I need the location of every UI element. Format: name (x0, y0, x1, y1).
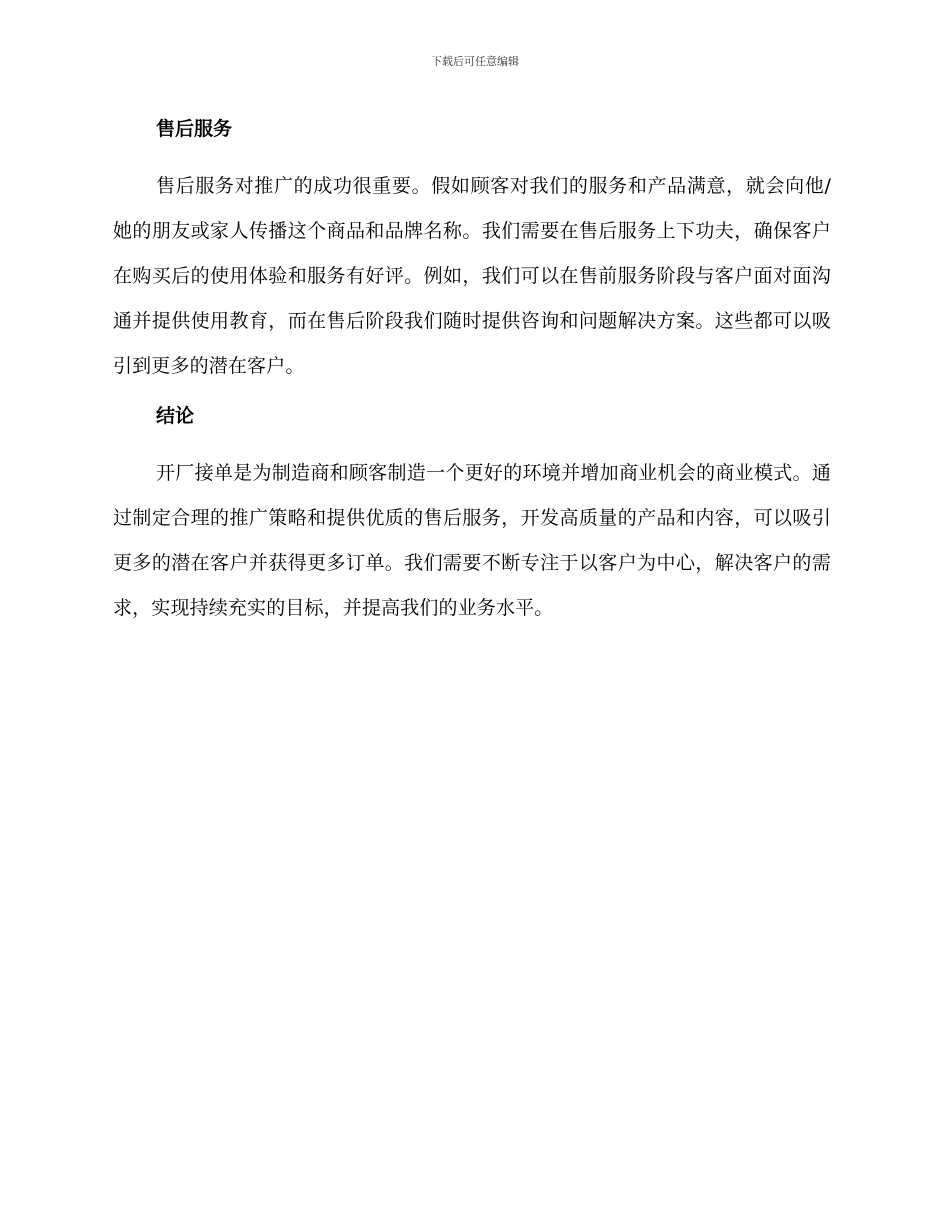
document-body (113, 112, 831, 641)
section-after-sales (113, 112, 831, 389)
section-paragraph: 售后服务对推广的成功很重要。假如顾客对我们的服务和产品满意，就会向他/她的朋友或家人传播这个商品和品牌名称。我们需要在售后服务上下功夫，确保客户在购买后的使用体验和服务有好评。例如，我们可以在售前服务阶段与客户面对面沟通并提供使用教育，而在售后阶段我们随时提供咨询和问题解决方案。这些都可以吸引到更多的潜在客户。 (113, 175, 831, 377)
section-paragraph: 开厂接单是为制造商和顾客制造一个更好的环境并增加商业机会的商业模式。通过制定合理的推广策略和提供优质的售后服务，开发高质量的产品和内容，可以吸引更多的潜在客户并获得更多订单。我们需要不断专注于以客户为中心，解决客户的需求，实现持续充实的目标，并提高我们的业务水平。 (113, 462, 831, 619)
section-heading: 结论 (156, 405, 195, 427)
section-conclusion (113, 399, 831, 631)
page-header: 下载后可任意编辑 (431, 55, 519, 68)
section-heading: 售后服务 (156, 118, 233, 140)
